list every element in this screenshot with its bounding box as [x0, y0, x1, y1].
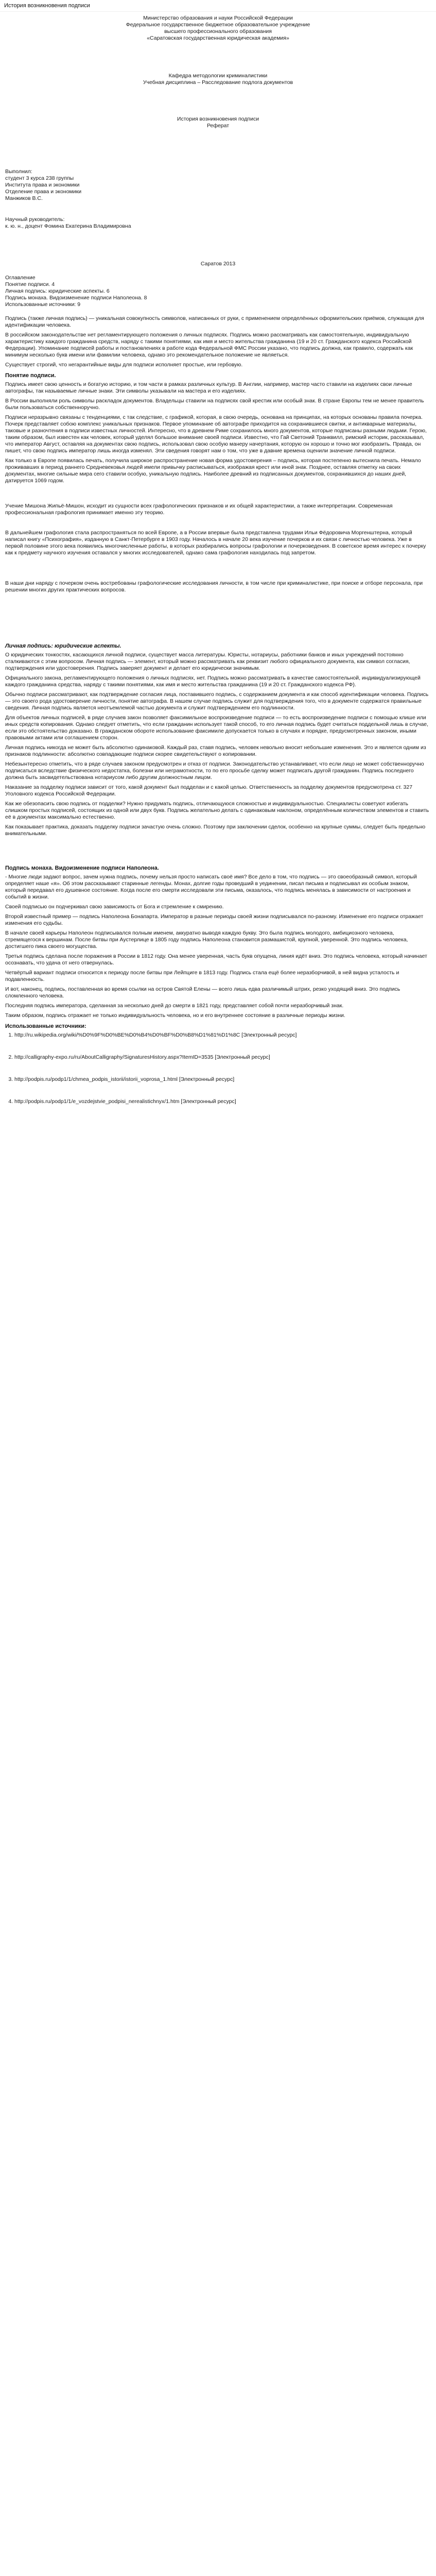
section-legal — [5, 643, 431, 837]
section-paragraph: В наши дни наряду с почерком очень востребованы графологические исследования личности, в том числе при криминалистике, при поиске и отборе персонала, при решении многих других практических вопросов. — [5, 580, 423, 593]
section-paragraph: Подписи неразрывно связаны с тенденциями, с так следствие, с графикой, которая, в свою очередь, основана на принципах, на которых основаны правила почерка. Почерк представляет собою комплекс уникальных признаков. Первое упоминание об автографе приходится на сохранившиеся свитки, и антикварные материалы, таковые и разночтения в подписи известных личностей. Интересно, что в древнем Риме сохранилось много документов, которые подписаны разными людьми. Герою, таким образом, был известен как человек, который уделял большое внимание своей подписи. Известно, что Гай Светоний Транквилл, римский историк, рассказывал, что император Август, оставляя на документах свою подпись, использовал свою особую манеру начертания, которую он хорошо и точно мог изобразить. Правда, он пишет, что свою подпись император лишь иногда изменял. Эти сведения говорят нам о том, что уже в давние времена оценили значение личной подписи. — [5, 414, 427, 454]
author-line: Отделение права и экономики — [5, 189, 82, 195]
document-content — [0, 15, 436, 1105]
author-label: Выполнил: — [5, 168, 32, 175]
section-paragraph: Небезынтересно отметить, что в ряде случаев законом предусмотрен и отказ от подписи. Законодательство устанавливает, что если лицо не может собственноручно подписаться вследствие физического недостатка, болезни или неграмотности, то по его просьбе сделку может подписать другой гражданин. Подпись последнего должна быть засвидетельствована нотариусом либо другим должностным лицом. — [5, 761, 424, 781]
education-line: высшего профессионального образования — [164, 28, 272, 35]
section-paragraph: Третья подпись сделана после поражения в России в 1812 году. Она менее уверенная, часть букв опущена, линия идёт вниз. Это подпись человека, который начинает осознавать, что удача от него отвернулась. — [5, 953, 427, 966]
section-title: Подпись монаха. Видоизменение подписи Наполеона. — [5, 865, 159, 871]
section-paragraph: - Многие люди задают вопрос, зачем нужна подпись, почему нельзя просто написать своё имя? Все дело в том, что подпись — это своеобразный символ, который определяет наше «я». Об этом рассказывают старинные легенды. Монах, долгие годы проведший в уединении, писал письма и подписывал их особым знаком, который передавал его душевное состояние. Когда после его смерти исследовали эти письма, оказалось, что подпись менялась в зависимости от настроения и событий в жизни. — [5, 874, 417, 900]
institution-line: Федеральное государственное бюджетное образовательное учреждение — [126, 22, 310, 28]
academy-line: «Саратовская государственная юридическая академия» — [147, 35, 289, 41]
section-paragraph: Как же обезопасить свою подпись от подделки? Нужно придумать подпись, отличающуюся сложностью и индивидуальностью. Специалисты советуют избегать слишком простых подписей, состоящих из одной или двух букв. Подпись желательно делать с одинаковым наклоном, определённым количеством элементов и ставить её в документах максимально естественно. — [5, 801, 429, 820]
author-block — [5, 168, 431, 202]
author-line: Института права и экономики — [5, 182, 80, 188]
table-of-contents — [5, 275, 431, 308]
section-concept — [5, 372, 431, 594]
work-type: Реферат — [206, 123, 230, 129]
section-paragraph: Как только в Европе появилась печать, получила широкое распространение новая форма удостоверения – подпись, которая постепенно вытеснила печать. Немало проживавших в период раннего Средневековья людей имели привычку расписываться, изображая крест или иной знак. Позднее, оставляя отметку на своих документах, многие сильные мира сего ставили особую, уникальную подпись. Наиболее древний из подписанных документов, сохранившихся до наших дней, датируется 1069 годом. — [5, 457, 421, 484]
section-paragraph: В начале своей карьеры Наполеон подписывался полным именем, аккуратно выводя каждую букву. Это была подпись молодого, амбициозного человека, стремящегося к вершинам. После битвы при Аустерлице в 1805 году подпись Наполеона становится размашистой, крупной, уверенной. Это подпись человека, достигшего пика своего могущества. — [5, 930, 408, 950]
section-paragraph: Для объектов личных подписей, в ряде случаев закон позволяет факсимильное воспроизведение подписи — то есть воспроизведение подписи с помощью клише или иных средств копирования. Однако следует отметить, что если гражданин использует такой способ, то его личная подпись будет считаться поддельной лишь в случае, если это обстоятельство доказано. В гражданском обороте использование факсимиле допускается только в случаях и порядке, предусмотренных законом, иными правовыми актами или соглашением сторон. — [5, 715, 429, 741]
toc-item[interactable]: Использованные источники: 9 — [5, 301, 81, 308]
intro-section — [5, 315, 431, 368]
toc-item[interactable]: Личная подпись: юридические аспекты. 6 — [5, 288, 110, 294]
intro-paragraph: В российском законодательстве нет регламентирующего положения о личных подписях. Подпись можно рассматривать как самостоятельную, индивидуальную характеристику каждого гражданина средств, наряду с такими понятиями, как имя и место жительства гражданина (19 и 20 ст. Гражданского кодекса Российской Федерации). Упоминание подписей работы и постановлениях в работе кода Федеральной ФМС России указано, что подпись должна, как правило, содержать как минимум несколько букв имени или фамилии человека, однако это рекомендательное положение не являеться. — [5, 332, 413, 358]
section-paragraph: Подпись имеет свою ценность и богатую историю, и том части в рамках различных культур. В Англии, например, мастер часто ставили на изделиях свои личные автографы, так называемые личные знаки. Эти символы указывали на мастера и его изделиях. — [5, 381, 412, 394]
section-paragraph: Официального закона, регламентирующего положения о личных подписях, нет. Подпись можно рассматривать в качестве самостоятельной, индивидуализирующей каждого гражданина средства, наряду с такими понятиями, как имя и место жительства гражданина (19 и 20 ст. Гражданского кодекса РФ). — [5, 675, 421, 688]
discipline-line: Учебная дисциплина – Расследование подлога документов — [143, 79, 293, 86]
section-title: Использованные источники: — [5, 1023, 86, 1029]
topic-title: История возникновения подписи — [177, 116, 259, 122]
section-paragraph: В дальнейшем графология стала распространяться по всей Европе, а в России впервые была представлена трудами Ильи Фёдоровича Моргенштерна, который написал книгу «Психография», изданную в Санкт-Петербурге в 1903 году. Началось в начале 20 века изучение почерков и их связи с личностью человека. Уже в первой половине этого века появились многочисленные работы, в которых разбирались вопросы графологии и почерковедения. В советское время интерес к почерку как к предмету научного изучения оставался у многих исследователей, однако сама графология находилась под запретом. — [5, 530, 426, 556]
chair-line: Кафедра методологии криминалистики — [168, 73, 268, 79]
intro-paragraph: Подпись (также личная подпись) — уникальная совокупность символов, написанных от руки, с применением определённых оформительских приёмов, служащая для идентификации человека. — [5, 315, 424, 328]
section-paragraph: Своей подписью он подчеркивал свою зависимость от Бога и стремление к смирению. — [5, 904, 224, 910]
source-link[interactable]: 2. http://calligraphy-expo.ru/ru/AboutCalligraphy/SignaturesHistory.aspx?ItemID=3535 [Электронный ресурс] — [14, 1054, 431, 1061]
section-paragraph: Как показывает практика, доказать подделку подписи зачастую очень сложно. Поэтому при заключении сделок, особенно на крупные суммы, следует быть предельно внимательными. — [5, 824, 426, 837]
topic-block — [5, 116, 431, 129]
author-line: студент 3 курса 238 группы — [5, 175, 74, 181]
section-paragraph: Второй известный пример — подпись Наполеона Бонапарта. Император в разные периоды своей жизни подписывался по-разному. Изменение его подписи отражает изменения его судьбы. — [5, 913, 424, 926]
section-napoleon — [5, 865, 431, 1019]
section-title: Понятие подписи. — [5, 372, 56, 379]
sources-section — [5, 1023, 431, 1105]
chair-block — [5, 73, 431, 86]
advisor-name: к. ю. н., доцент Фомина Екатерина Владимировна — [5, 223, 131, 229]
section-paragraph: Обычно подписи рассматривают, как подтверждение согласия лица, поставившего подпись, с содержанием документа и как способ идентификации человека. Подпись — это своего рода удостоверение личности, понятие автографа. В нашем случае подпись служит для подтверждения того, что в документе содержатся правильные сведения. Личная подпись является неотъемлемой частью документа и служит подтверждением его подлинности. — [5, 691, 429, 711]
section-paragraph: Наказание за подделку подписи зависит от того, какой документ был подделан и с какой целью. Ответственность за подделку документов предусмотрена ст. 327 Уголовного кодекса Российской Федерации. — [5, 784, 413, 797]
section-paragraph: В России выполняли роль символы раскладок документов. Владельцы ставили на подписях свой крестик или особый знак. В стране Европы тем не менее правитель были пользоваться собственноручно. — [5, 398, 424, 411]
source-link[interactable]: 1. http://ru.wikipedia.org/wiki/%D0%9F%D0%BE%D0%B4%D0%BF%D0%B8%D1%81%D1%8C [Электронный ресурс] — [14, 1032, 431, 1039]
source-link[interactable]: 3. http://podpis.ru/podp1/1/chmea_podpis_istorii/istorii_voprosa_1.html [Электронный ресурс] — [14, 1076, 431, 1083]
section-paragraph: Таким образом, подпись отражает не только индивидуальность человека, но и его внутреннее состояние в различные периоды жизни. — [5, 1012, 345, 1019]
intro-paragraph: Существует строгий, что негарантийные виды для подписи исполняет простые, или гербовую. — [5, 362, 243, 368]
advisor-label: Научный руководитель: — [5, 216, 65, 223]
section-paragraph: И вот, наконец, подпись, поставленная во время ссылки на остров Святой Елены — всего лишь едва различимый штрих, резко уходящий вниз. Это подпись сломленного человека. — [5, 986, 400, 999]
author-line: Манжиков В.С. — [5, 195, 43, 201]
window-title: История возникновения подписи — [0, 0, 436, 12]
sources-list — [5, 1032, 431, 1105]
source-link[interactable]: 4. http://podpis.ru/podp1/1/e_vozdejstvie_podpisi_nerealistichnyx/1.htm [Электронный ресурс] — [14, 1098, 431, 1105]
section-paragraph: Четвёртый вариант подписи относится к периоду после битвы при Лейпциге в 1813 году. Подпись стала ещё более неразборчивой, в ней видна усталость и подавленность. — [5, 970, 399, 982]
section-paragraph: Учение Мишона Жипьё-Мишон, исходит из сущности всех графологических признаков и их общей характеристики, а также интерпретации. Современная профессиональная графология принимает именно эту теорию. — [5, 503, 393, 516]
title-header — [5, 15, 431, 42]
section-paragraph: О юридических тонкостях, касающихся личной подписи, существует масса литературы. Юристы, нотариусы, работники банков и иных учреждений постоянно сталкиваются с этим вопросом. Личная подпись — элемент, который можно рассматривать как реквизит любого официального документа, как символ согласия, подтверждения или удостоверения. Подпись заверяет документ и делает его юридически значимым. — [5, 652, 410, 671]
toc-item[interactable]: Подпись монаха. Видоизменение подписи Наполеона. 8 — [5, 295, 147, 301]
toc-item[interactable]: Понятие подписи. 4 — [5, 281, 55, 287]
section-title: Личная подпись: юридические аспекты. — [5, 643, 121, 649]
toc-title: Оглавление — [5, 275, 36, 281]
section-paragraph: Личная подпись никогда не может быть абсолютно одинаковой. Каждый раз, ставя подпись, человек невольно вносит небольшие изменения. Это и является одним из признаков подлинности: абсолютно совпадающие подписи скорее свидетельствуют о копировании. — [5, 744, 426, 757]
ministry-line: Министерство образования и науки Российской Федерации — [143, 15, 293, 21]
section-paragraph: Последняя подпись императора, сделанная за несколько дней до смерти в 1821 году, представляет собой почти неразборчивый знак. — [5, 1003, 344, 1009]
advisor-block — [5, 216, 431, 230]
city-year: Саратов 2013 — [200, 261, 236, 267]
